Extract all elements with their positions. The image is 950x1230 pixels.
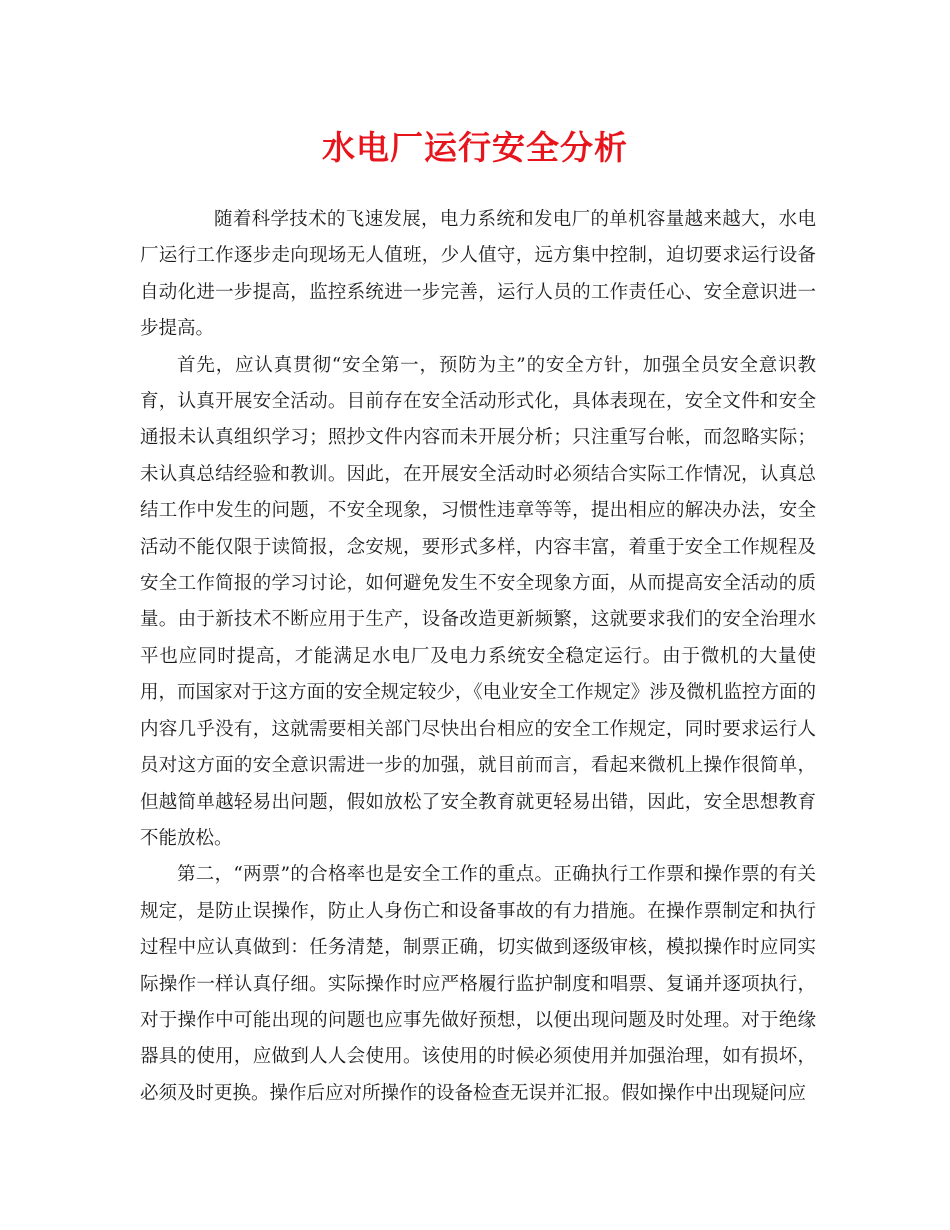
document-title: 水电厂运行安全分析 xyxy=(322,128,628,167)
paragraph-second-point: 第二，“两票”的合格率也是安全工作的重点。正确执行工作票和操作票的有关规定，是防止误操作，防止人身伤亡和设备事故的有力措施。在操作票制定和执行过程中应认真做到：任务清楚，制票正确，切实做到逐级审核，模拟操作时应同实际操作一样认真仔细。实际操作时应严格履行监护制度和唱票、复诵并逐项执行，对于操作中可能出现的问题也应事先做好预想，以便出现问题及时处理。对于绝缘器具的使用，应做到人人会使用。该使用的时候必须使用并加强治理，如有损坏，必须及时更换。操作后应对所操作的设备检查无误并汇报。假如操作中出现疑问应 xyxy=(140,864,816,1104)
document-body xyxy=(140,202,816,1112)
paragraph-intro: 随着科学技术的飞速发展，电力系统和发电厂的单机容量越来越大，水电厂运行工作逐步走向现场无人值班，少人值守，远方集中控制，迫切要求运行设备自动化进一步提高，监控系统进一步完善，运行人员的工作责任心、安全意识进一步提高。 xyxy=(140,209,816,340)
paragraph-first-point: 首先，应认真贯彻“安全第一，预防为主”的安全方针，加强全员安全意识教育，认真开展安全活动。目前存在安全活动形式化，具体表现在，安全文件和安全通报未认真组织学习；照抄文件内容而未开展分析；只注重写台帐，而忽略实际；未认真总结经验和教训。因此，在开展安全活动时必须结合实际工作情况，认真总结工作中发生的问题，不安全现象，习惯性违章等等，提出相应的解决办法，安全活动不能仅限于读简报，念安规，要形式多样，内容丰富，着重于安全工作规程及安全工作简报的学习讨论，如何避免发生不安全现象方面，从而提高安全活动的质量。由于新技术不断应用于生产，设备改造更新频繁，这就要求我们的安全治理水平也应同时提高，才能满足水电厂及电力系统安全稳定运行。由于微机的大量使用，而国家对于这方面的安全规定较少，《电业安全工作规定》涉及微机监控方面的内容几乎没有，这就需要相关部门尽快出台相应的安全工作规定，同时要求运行人员对这方面的安全意识需进一步的加强，就目前而言，看起来微机上操作很简单，但越简单越轻易出问题，假如放松了安全教育就更轻易出错，因此，安全思想教育不能放松。 xyxy=(140,354,816,849)
